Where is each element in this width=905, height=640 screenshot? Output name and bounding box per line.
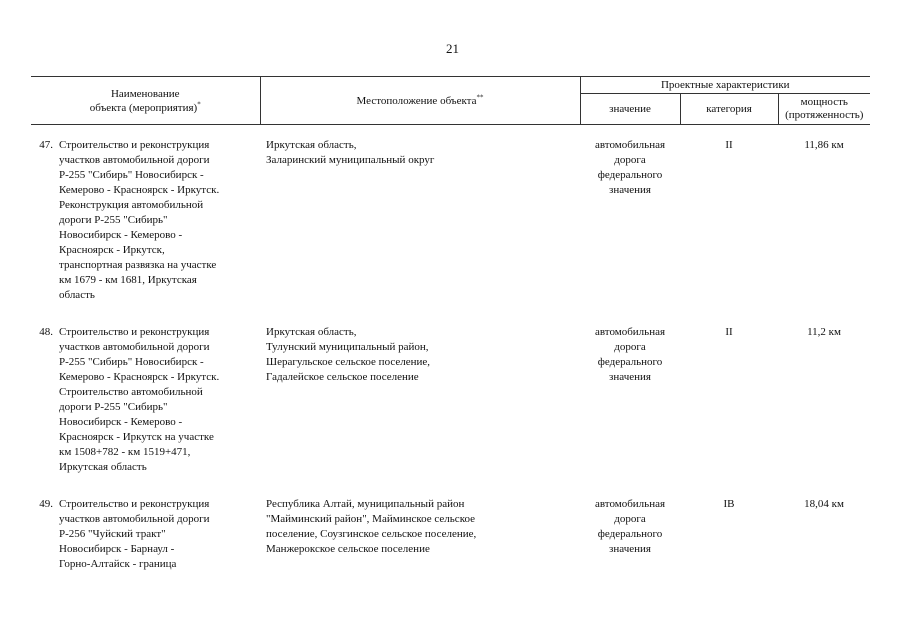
row-capacity: 11,86 км — [804, 139, 844, 151]
row-number: 49. — [39, 498, 53, 510]
page-number: 21 — [446, 41, 459, 56]
header-location-col: Местоположение объекта** — [260, 77, 580, 125]
row-capacity: 11,2 км — [807, 326, 841, 338]
row-name: Строительство и реконструкция участков автомобильной дороги Р-256 "Чуйский тракт" Новосибирск - Барнаул - Горно-Алтайск - граница — [59, 498, 210, 570]
row-number: 47. — [39, 139, 53, 151]
table-row — [31, 325, 870, 475]
header-value-col: значение — [580, 94, 680, 125]
table-row — [31, 497, 870, 572]
row-location: Иркутская область, Заларинский муниципальный округ — [266, 139, 435, 166]
row-name: Строительство и реконструкция участков автомобильной дороги Р-255 "Сибирь" Новосибирск - Кемерово - Красноярск - Иркутск. Реконструкция автомобильной дороги Р-255 "Сибирь" Новосибирск - Кемерово - Красноярск - Иркутск, транспортная развязка на участке км 1679 - км 1681, Иркутская область — [59, 139, 220, 301]
row-category: II — [725, 139, 733, 151]
header-capacity-col: мощность (протяженность) — [778, 94, 870, 125]
row-location: Иркутская область, Тулунский муниципальный район, Шерагульское сельское поселение, Гадалейское сельское поселение — [266, 326, 431, 383]
row-location: Республика Алтай, муниципальный район "Майминский район", Майминское сельское поселение, Соузгинское сельское поселение, Манжерокское сельское поселение — [266, 498, 477, 555]
header-project-group: Проектные характеристики — [580, 77, 870, 94]
row-capacity: 18,04 км — [804, 498, 844, 510]
row-category: IB — [723, 498, 735, 510]
row-category: II — [725, 326, 733, 338]
row-name: Строительство и реконструкция участков автомобильной дороги Р-255 "Сибирь" Новосибирск - Кемерово - Красноярск - Иркутск. Строительство автомобильной дороги Р-255 "Сибирь" Новосибирск - Кемерово - Красноярск - Иркутск на участке км 1508+782 - км 1519+471, Иркутская область — [59, 326, 220, 473]
table-row — [31, 138, 870, 303]
row-value: автомобильная дорога федерального значения — [594, 498, 666, 555]
objects-table — [31, 76, 870, 572]
header-category-col: категория — [680, 94, 778, 125]
row-value: автомобильная дорога федерального значения — [594, 139, 666, 196]
header-name-col: Наименование объекта (мероприятия)* — [31, 77, 260, 125]
row-value: автомобильная дорога федерального значения — [594, 326, 666, 383]
row-number: 48. — [39, 326, 53, 338]
